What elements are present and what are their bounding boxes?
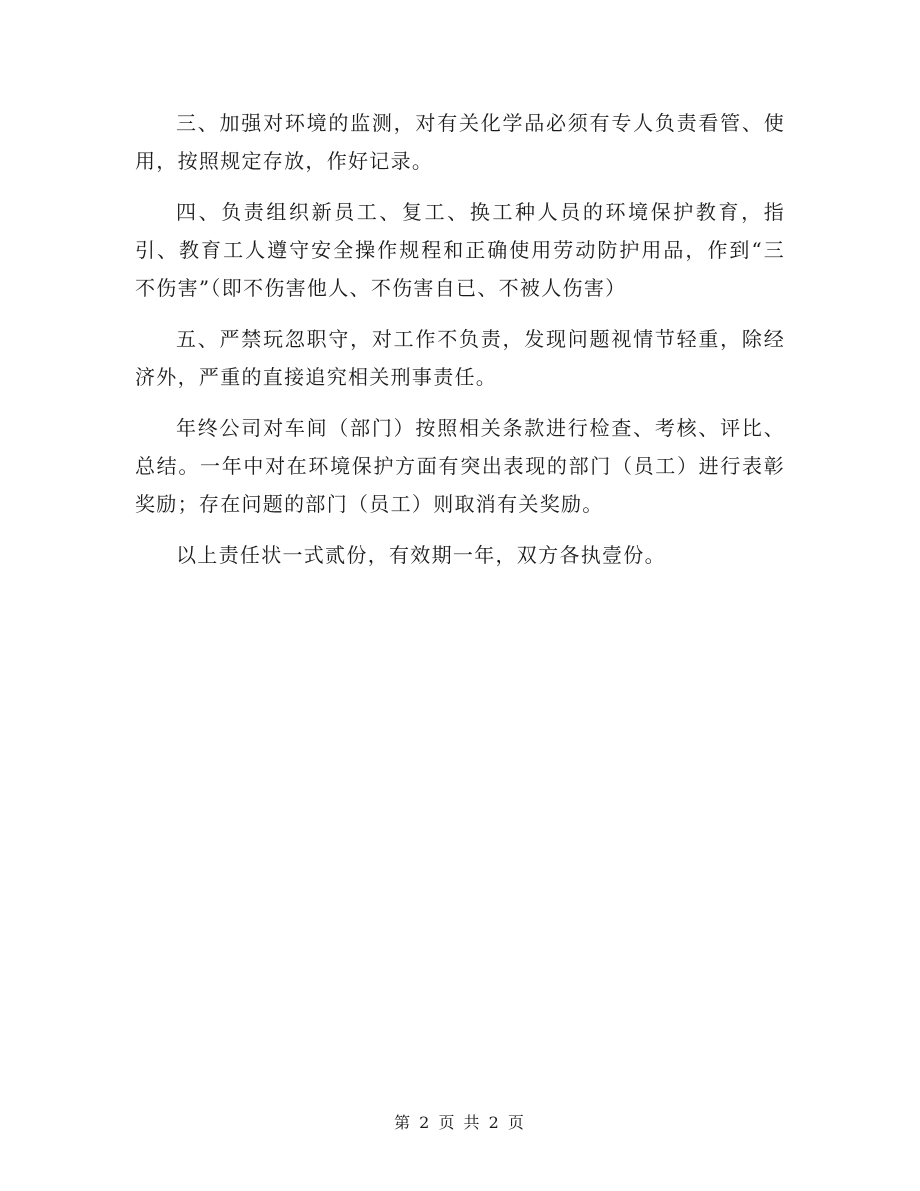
paragraph-education: 四、负责组织新员工、复工、换工种人员的环境保护教育，指引、教育工人遵守安全操作规程和正确使用劳动防护用品，作到“三不伤害”（即不伤害他人、不伤害自已、不被人伤害） (135, 200, 785, 300)
paragraph-discipline: 五、严禁玩忽职守，对工作不负责，发现问题视情节轻重，除经济外，严重的直接追究相关刑事责任。 (135, 327, 785, 389)
document-body (135, 104, 785, 587)
paragraph-year-end-review: 年终公司对车间（部门）按照相关条款进行检查、考核、评比、总结。一年中对在环境保护方面有突出表现的部门（员工）进行表彰奖励；存在问题的部门（员工）则取消有关奖励。 (135, 416, 785, 516)
paragraph-monitoring: 三、加强对环境的监测，对有关化学品必须有专人负责看管、使用，按照规定存放，作好记录。 (135, 111, 785, 173)
page-number-footer: 第 2 页 共 2 页 (394, 1113, 526, 1132)
paragraph-validity: 以上责任状一式贰份，有效期一年，双方各执壹份。 (176, 543, 666, 567)
